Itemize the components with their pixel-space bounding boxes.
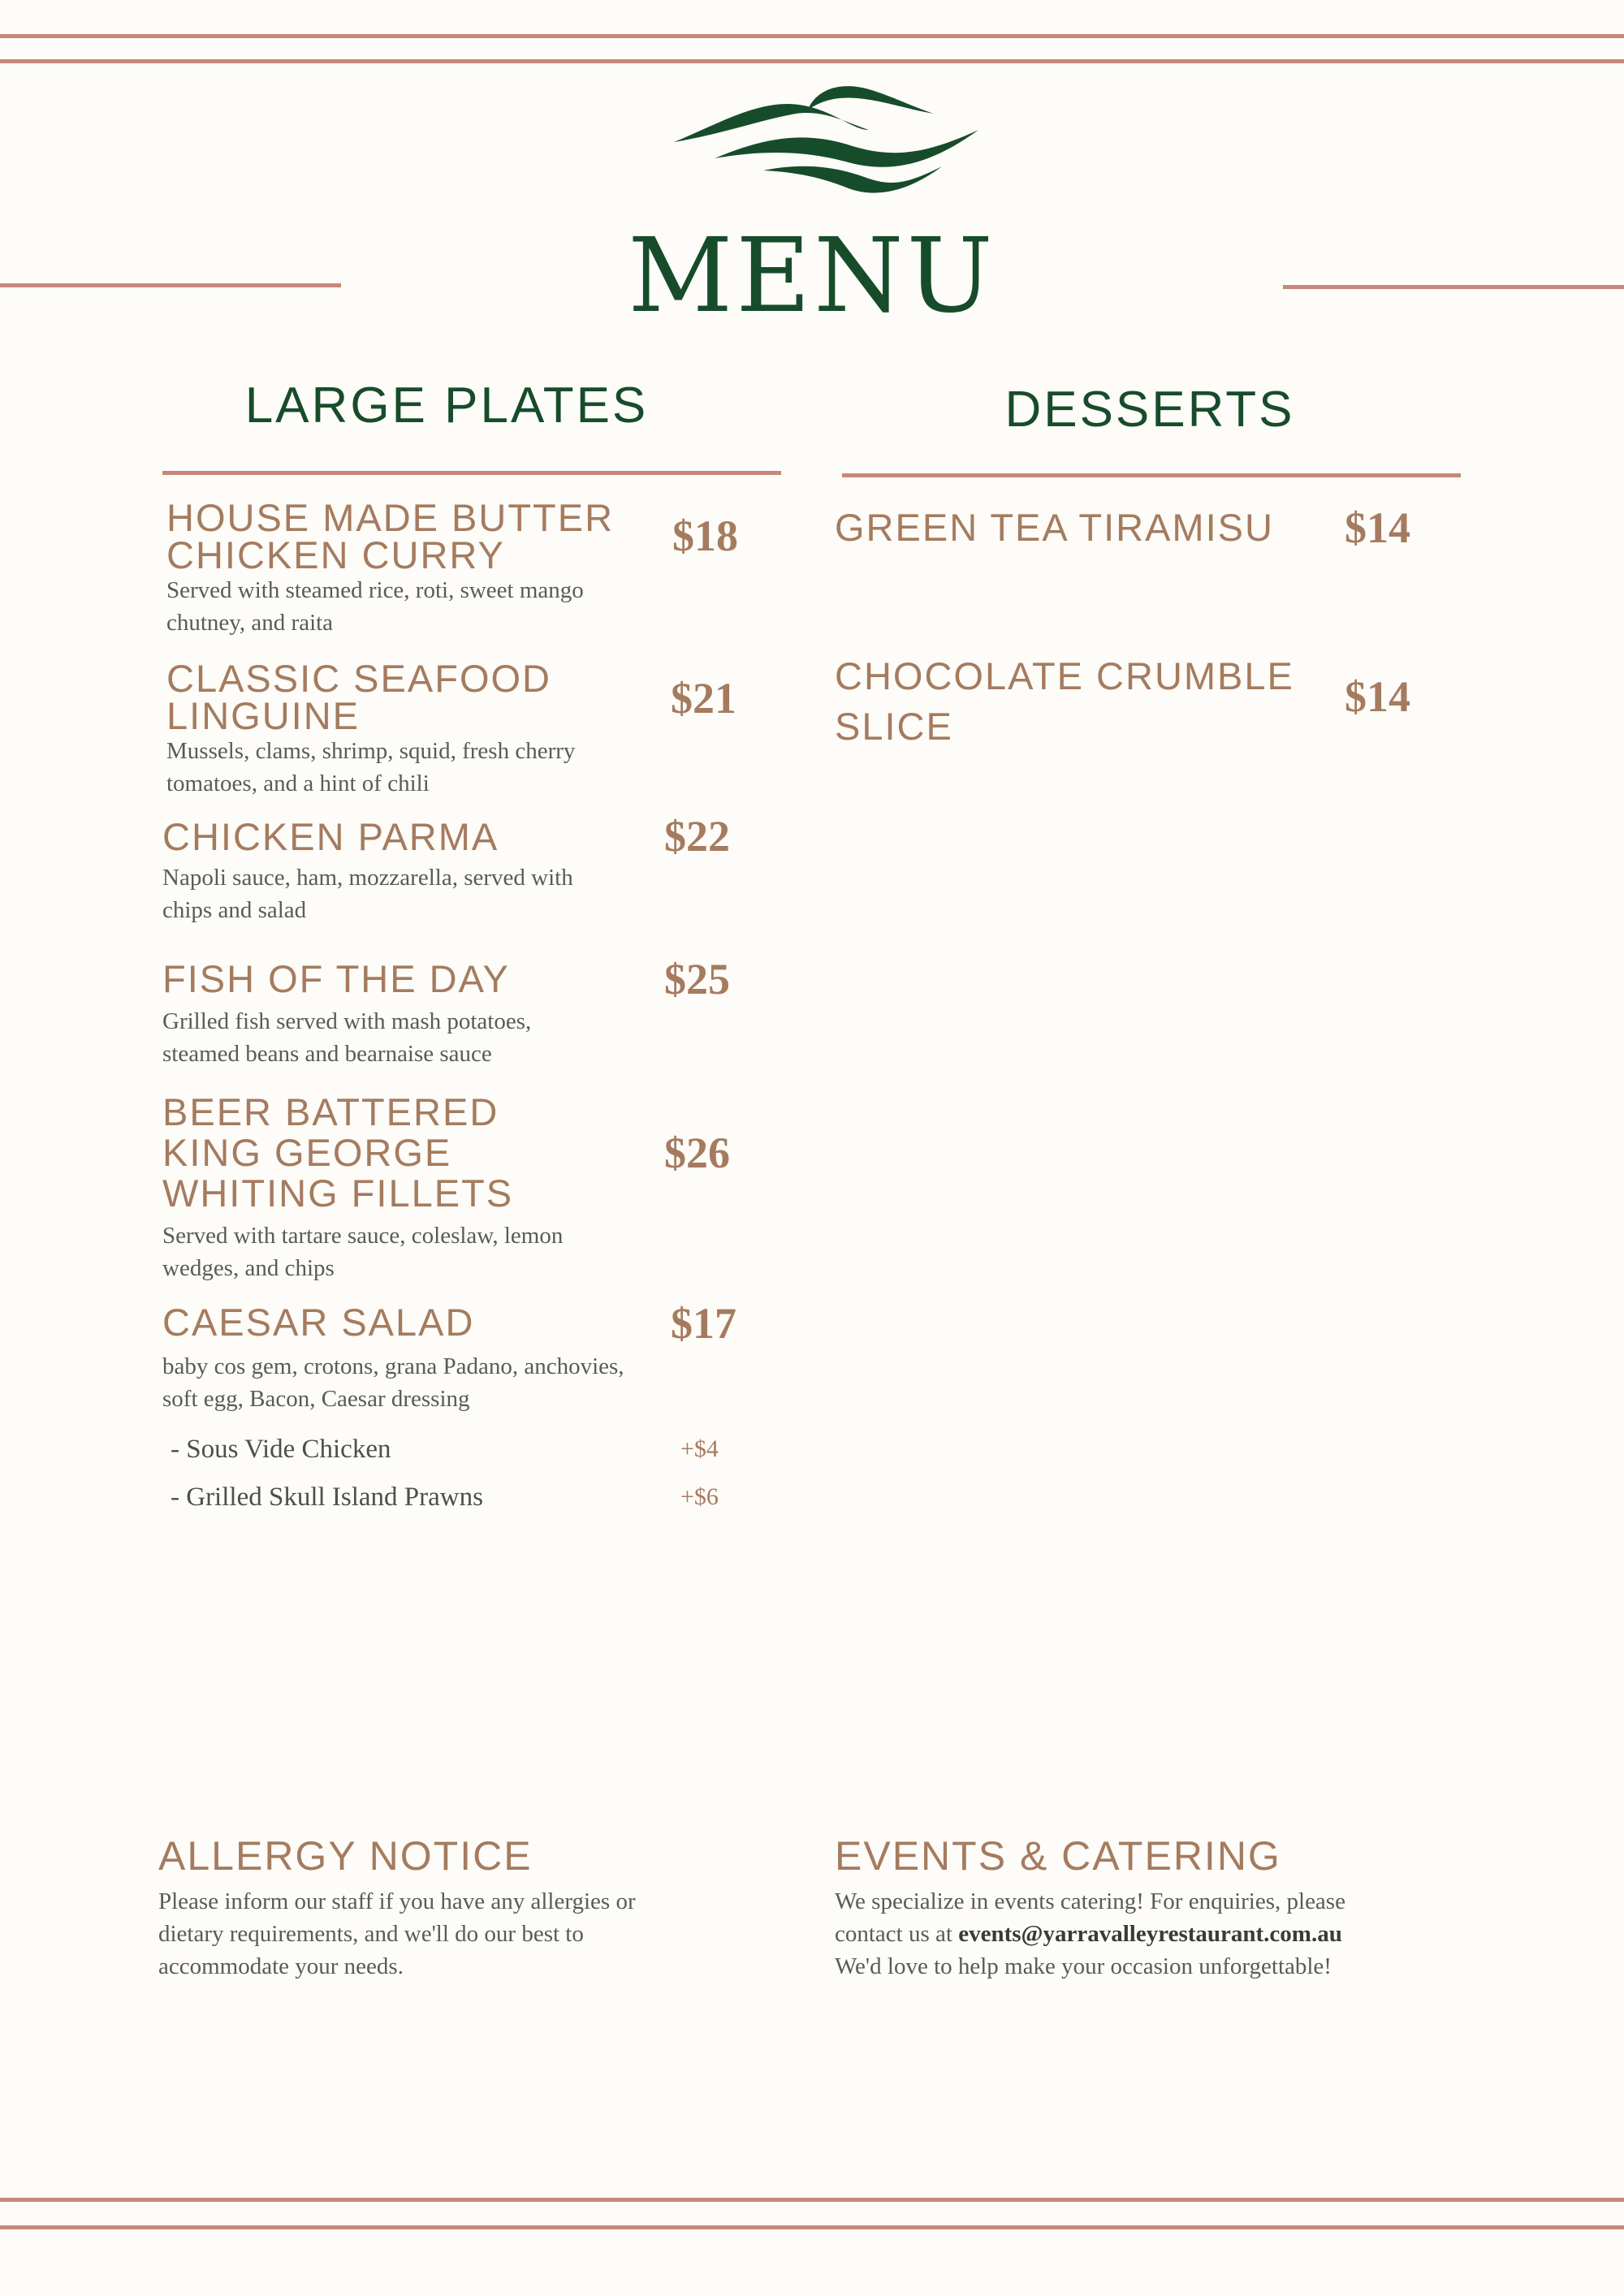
item-description: Mussels, clams, shrimp, squid, fresh cherry tomatoes, and a hint of chili xyxy=(166,738,576,796)
events-email-link[interactable]: events@yarravalleyrestaurant.com.au xyxy=(958,1921,1342,1947)
section-heading-large-plates: LARGE PLATES xyxy=(244,378,649,434)
item-price: $22 xyxy=(664,812,730,861)
wave-logo-icon xyxy=(666,81,983,195)
item-price: $26 xyxy=(664,1129,730,1177)
item-name: CHICKEN PARMA xyxy=(162,815,499,858)
item-name: GREEN TEA TIRAMISU xyxy=(835,506,1274,549)
item-name: FISH OF THE DAY xyxy=(162,957,510,1000)
desserts-rule xyxy=(842,473,1461,477)
item-description: baby cos gem, crotons, grana Padano, anchovies, soft egg, Bacon, Caesar dressing xyxy=(162,1353,624,1412)
item-description: Served with steamed rice, roti, sweet mango chutney, and raita xyxy=(166,577,584,636)
large-plates-rule xyxy=(162,471,781,475)
item-price: $25 xyxy=(664,955,730,1003)
item-name: BEER BATTERED KING GEORGE WHITING FILLETS xyxy=(162,1090,514,1215)
allergy-notice-text: Please inform our staff if you have any allergies or dietary requirements, and we'll do our best to accommodate your needs. xyxy=(158,1888,636,1979)
item-description: Served with tartare sauce, coleslaw, lemon wedges, and chips xyxy=(162,1223,564,1281)
item-price: $21 xyxy=(671,674,736,723)
events-catering-heading: EVENTS & CATERING xyxy=(835,1833,1281,1879)
item-price: $14 xyxy=(1345,672,1410,721)
top-rule-2 xyxy=(0,59,1624,63)
bottom-rule-2 xyxy=(0,2225,1624,2229)
item-name: CLASSIC SEAFOOD LINGUINE xyxy=(166,657,551,737)
addon-price: +$4 xyxy=(680,1435,719,1462)
item-description: Grilled fish served with mash potatoes, steamed beans and bearnaise sauce xyxy=(162,1008,532,1067)
addon-label: - Sous Vide Chicken xyxy=(171,1435,391,1464)
item-price: $17 xyxy=(671,1299,736,1348)
item-name: HOUSE MADE BUTTER CHICKEN CURRY xyxy=(166,496,615,576)
allergy-notice-heading: ALLERGY NOTICE xyxy=(158,1833,533,1879)
item-description: Napoli sauce, ham, mozzarella, served with chips and salad xyxy=(162,865,573,923)
item-name: CAESAR SALAD xyxy=(162,1301,475,1344)
addon-price: +$6 xyxy=(680,1483,719,1510)
events-catering-text: We specialize in events catering! For enquiries, please contact us at events@yarravalleyrestaurant.com.au We'd love to help make your occasion unforgettable! xyxy=(835,1888,1345,1979)
page-title: MENU xyxy=(628,216,996,335)
item-name: CHOCOLATE CRUMBLE SLICE xyxy=(835,654,1294,748)
item-price: $18 xyxy=(672,511,738,560)
section-heading-desserts: DESSERTS xyxy=(1004,382,1295,438)
addon-label: - Grilled Skull Island Prawns xyxy=(171,1482,483,1512)
bottom-rule-1 xyxy=(0,2198,1624,2202)
item-price: $14 xyxy=(1345,503,1410,552)
top-rule-1 xyxy=(0,34,1624,38)
